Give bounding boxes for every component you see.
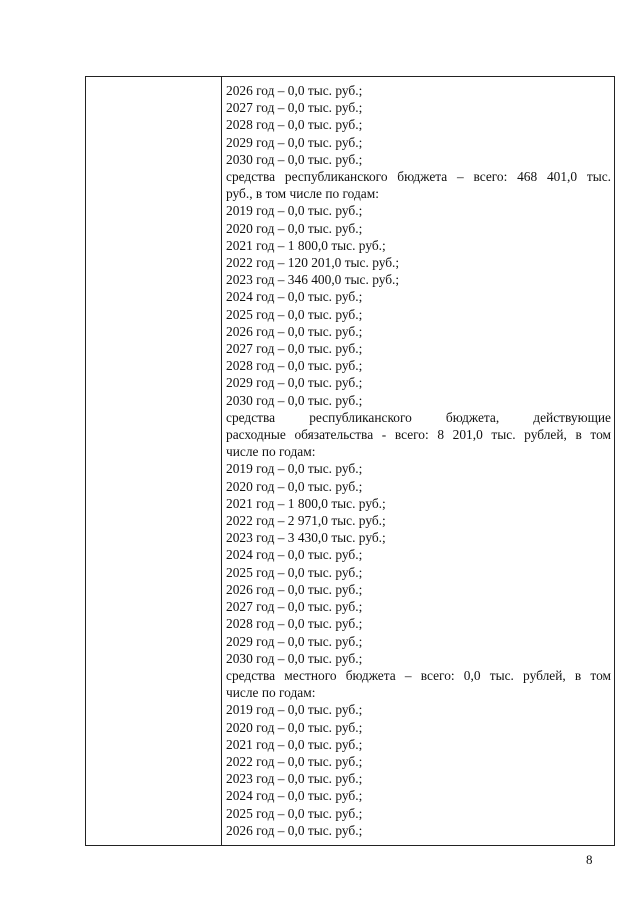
text-line: 2027 год – 0,0 тыс. руб.;: [226, 599, 363, 615]
text-line: 2025 год – 0,0 тыс. руб.;: [226, 564, 363, 580]
text-line: средства республиканского бюджета, действующие: [226, 409, 611, 425]
text-line: 2028 год – 0,0 тыс. руб.;: [226, 358, 363, 374]
table-right-column: [222, 77, 614, 845]
text-line: 2024 год – 0,0 тыс. руб.;: [226, 289, 363, 305]
text-line: 2020 год – 0,0 тыс. руб.;: [226, 220, 363, 236]
text-line: 2029 год – 0,0 тыс. руб.;: [226, 134, 363, 150]
text-line: 2025 год – 0,0 тыс. руб.;: [226, 306, 363, 322]
text-line: 2026 год – 0,0 тыс. руб.;: [226, 581, 363, 597]
text-line: 2029 год – 0,0 тыс. руб.;: [226, 633, 363, 649]
text-line: 2030 год – 0,0 тыс. руб.;: [226, 392, 363, 408]
text-line: числе по годам:: [226, 685, 316, 701]
text-line: 2023 год – 0,0 тыс. руб.;: [226, 771, 363, 787]
page-number: 8: [586, 852, 593, 867]
text-line: 2024 год – 0,0 тыс. руб.;: [226, 788, 363, 804]
table-left-column: [86, 77, 222, 845]
text-line: числе по годам:: [226, 444, 316, 460]
text-line: 2021 год – 1 800,0 тыс. руб.;: [226, 495, 386, 511]
text-line: средства местного бюджета – всего: 0,0 тыс. рублей, в том: [226, 667, 611, 683]
text-line: 2021 год – 1 800,0 тыс. руб.;: [226, 237, 386, 253]
text-line: руб., в том числе по годам:: [226, 186, 379, 202]
text-line: 2026 год – 0,0 тыс. руб.;: [226, 323, 363, 339]
text-line: 2029 год – 0,0 тыс. руб.;: [226, 375, 363, 391]
text-line: 2027 год – 0,0 тыс. руб.;: [226, 100, 363, 116]
text-line: 2026 год – 0,0 тыс. руб.;: [226, 83, 363, 98]
funding-table: [85, 76, 615, 846]
text-line: 2026 год – 0,0 тыс. руб.;: [226, 822, 363, 838]
text-line: 2028 год – 0,0 тыс. руб.;: [226, 117, 363, 133]
text-line: 2030 год – 0,0 тыс. руб.;: [226, 151, 363, 167]
text-line: 2020 год – 0,0 тыс. руб.;: [226, 478, 363, 494]
text-line: 2025 год – 0,0 тыс. руб.;: [226, 805, 363, 821]
text-line: 2027 год – 0,0 тыс. руб.;: [226, 341, 363, 357]
text-line: 2028 год – 0,0 тыс. руб.;: [226, 616, 363, 632]
text-line: 2020 год – 0,0 тыс. руб.;: [226, 719, 363, 735]
text-line: 2022 год – 2 971,0 тыс. руб.;: [226, 513, 386, 529]
text-line: расходные обязательства - всего: 8 201,0 тыс. рублей, в том: [226, 427, 611, 443]
text-line: 2019 год – 0,0 тыс. руб.;: [226, 461, 363, 477]
text-line: 2024 год – 0,0 тыс. руб.;: [226, 547, 363, 563]
text-line: 2030 год – 0,0 тыс. руб.;: [226, 650, 363, 666]
text-line: 2022 год – 120 201,0 тыс. руб.;: [226, 255, 400, 271]
text-line: 2023 год – 3 430,0 тыс. руб.;: [226, 530, 386, 546]
text-line: 2023 год – 346 400,0 тыс. руб.;: [226, 272, 400, 288]
text-line: 2019 год – 0,0 тыс. руб.;: [226, 203, 363, 219]
text-line: 2019 год – 0,0 тыс. руб.;: [226, 702, 363, 718]
text-line: 2021 год – 0,0 тыс. руб.;: [226, 736, 363, 752]
text-line: средства республиканского бюджета – всего: 468 401,0 тыс.: [226, 169, 611, 185]
text-line: 2022 год – 0,0 тыс. руб.;: [226, 753, 363, 769]
